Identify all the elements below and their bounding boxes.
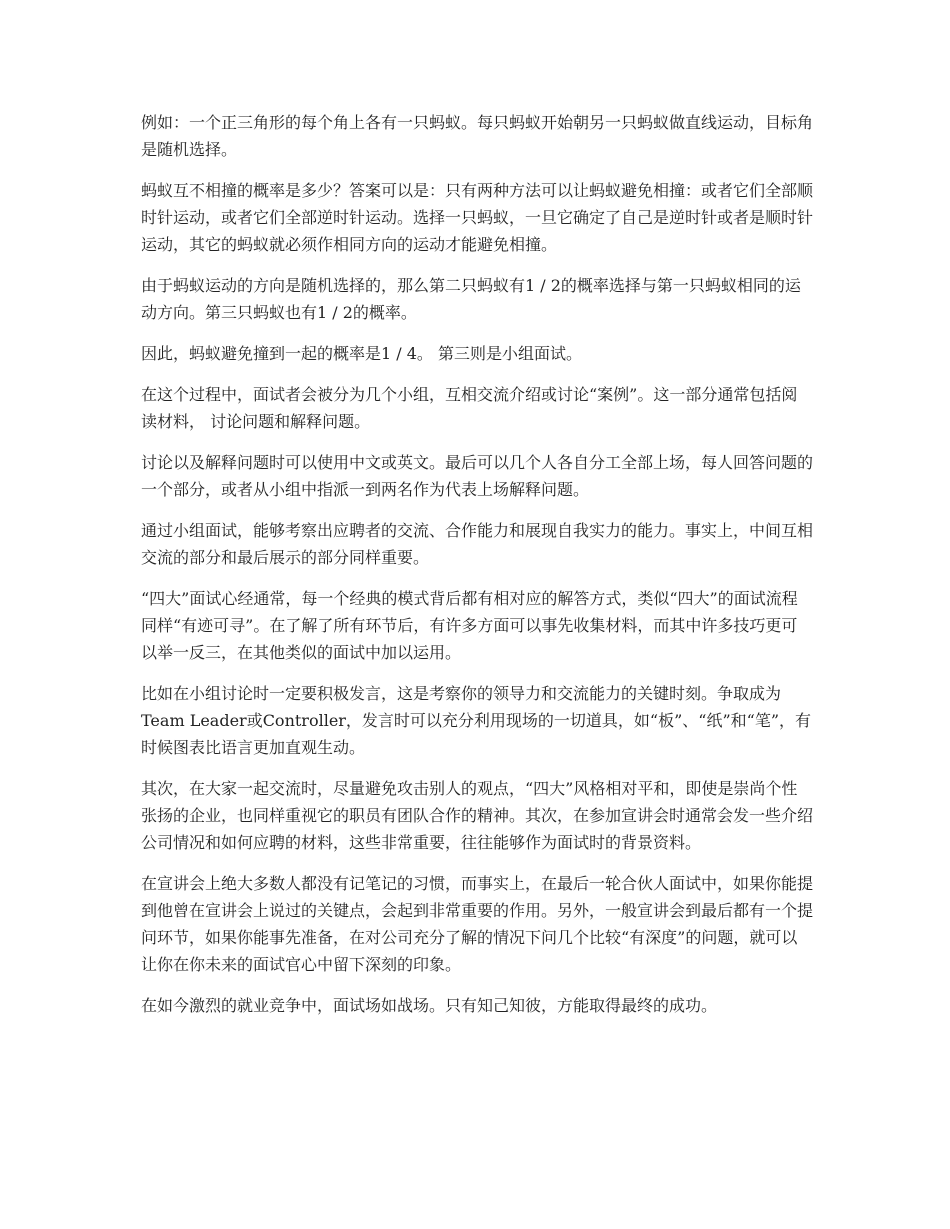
paragraph-group-assessment: 通过小组面试，能够考察出应聘者的交流、合作能力和展现自我实力的能力。事实上，中间互相交流的部分和最后展示的部分同样重要。 bbox=[141, 521, 814, 567]
paragraph-conclusion-group-interview: 因此，蚂蚁避免撞到一起的概率是1 / 4。 第三则是小组面试。 bbox=[141, 344, 583, 363]
paragraph-big-four-tips: “四大”面试心经通常，每一个经典的模式背后都有相对应的解答方式，类似“四大”的面试流程同样“有迹可寻”。在了解了所有环节后，有许多方面可以事先收集材料，而其中许多技巧更可以举一反三，在其他类似的面试中加以运用。 bbox=[141, 589, 798, 662]
paragraph-active-speaking: 比如在小组讨论时一定要积极发言，这是考察你的领导力和交流能力的关键时刻。争取成为Team Leader或Controller，发言时可以充分利用现场的一切道具，如“板”、“纸”和“笔”，有时候图表比语言更加直观生动。 bbox=[141, 684, 812, 757]
paragraph-language-presentation: 讨论以及解释问题时可以使用中文或英文。最后可以几个人各自分工全部上场，每人回答问题的一个部分，或者从小组中指派一到两名作为代表上场解释问题。 bbox=[141, 453, 814, 499]
paragraph-collision-probability: 蚂蚁互不相撞的概率是多少？答案可以是：只有两种方法可以让蚂蚁避免相撞：或者它们全部顺时针运动，或者它们全部逆时针运动。选择一只蚂蚁，一旦它确定了自己是逆时针或者是顺时针运动，其它的蚂蚁就必须作相同方向的运动才能避免相撞。 bbox=[141, 181, 814, 254]
paragraph-teamwork: 其次，在大家一起交流时，尽量避免攻击别人的观点，“四大”风格相对平和，即使是崇尚个性张扬的企业，也同样重视它的职员有团队合作的精神。其次，在参加宣讲会时通常会发一些介绍公司情况和如何应聘的材料，这些非常重要，往往能够作为面试时的背景资料。 bbox=[141, 779, 814, 852]
document-page bbox=[141, 109, 813, 1033]
paragraph-seminar-notes: 在宣讲会上绝大多数人都没有记笔记的习惯，而事实上，在最后一轮合伙人面试中，如果你能提到他曾在宣讲会上说过的关键点，会起到非常重要的作用。另外，一般宣讲会到最后都有一个提问环节，如果你能事先准备，在对公司充分了解的情况下问几个比较“有深度”的问题，就可以让你在你未来的面试官心中留下深刻的印象。 bbox=[141, 874, 814, 974]
paragraph-ant-example: 例如：一个正三角形的每个角上各有一只蚂蚁。每只蚂蚁开始朝另一只蚂蚁做直线运动，目标角是随机选择。 bbox=[141, 113, 814, 159]
paragraph-group-process: 在这个过程中，面试者会被分为几个小组，互相交流介绍或讨论“案例”。这一部分通常包括阅读材料， 讨论问题和解释问题。 bbox=[141, 385, 798, 431]
paragraph-random-direction: 由于蚂蚁运动的方向是随机选择的，那么第二只蚂蚁有1 / 2的概率选择与第一只蚂蚁相同的运动方向。第三只蚂蚁也有1 / 2的概率。 bbox=[141, 276, 801, 322]
paragraph-final-success: 在如今激烈的就业竞争中，面试场如战场。只有知己知彼，方能取得最终的成功。 bbox=[141, 996, 718, 1015]
